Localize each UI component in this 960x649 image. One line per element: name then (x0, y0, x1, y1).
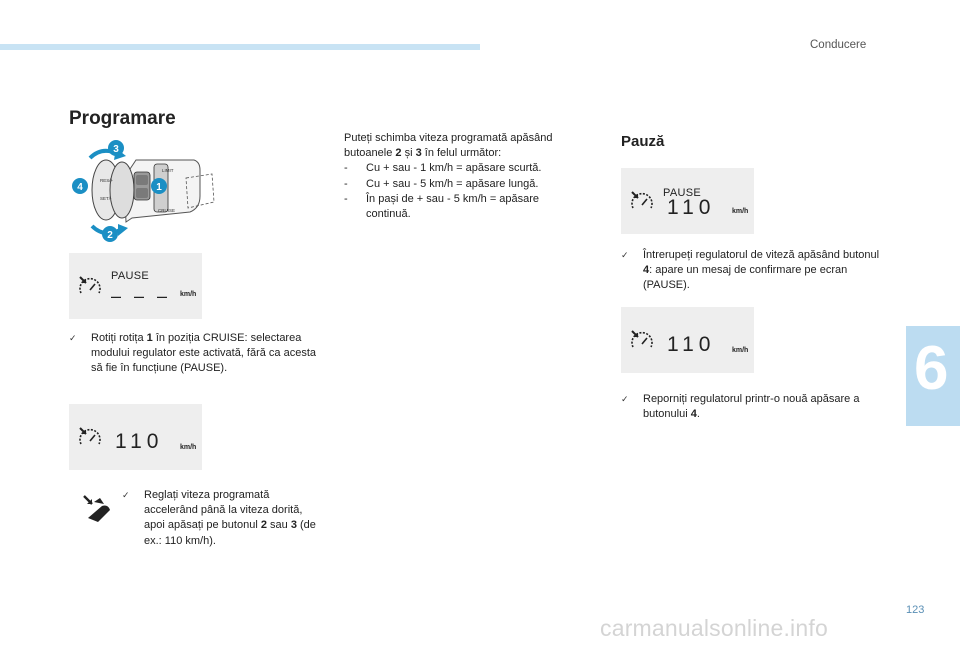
list-item: - Cu + sau - 1 km/h = apăsare scurtă. (344, 162, 542, 175)
bullet-pause: ✓ Întrerupeți regulatorul de viteză apăsând butonul 4: apare un mesaj de confirmare pe ecran (PAUSE). (621, 249, 880, 292)
svg-text:2: 2 (107, 230, 113, 241)
bullet-check-icon: ✓ (69, 333, 77, 343)
svg-text:4: 4 (77, 182, 83, 193)
bullet-check-icon: ✓ (621, 394, 629, 404)
display-unit: km/h (180, 291, 197, 298)
list-item: - Cu + sau - 5 km/h = apăsare lungă. (344, 177, 539, 190)
chapter-tab (906, 326, 960, 426)
display-pause-text: PAUSE (663, 187, 701, 199)
section-title-programare: Programare (69, 108, 176, 129)
display-pause-text: PAUSE (111, 270, 149, 282)
bullet-check-icon: ✓ (122, 490, 130, 500)
chapter-number: 6 (914, 334, 949, 403)
bullet-check-icon: ✓ (621, 250, 629, 260)
page-number: 123 (906, 604, 925, 616)
svg-text:3: 3 (113, 144, 119, 155)
list-item: - În pași de + sau - 5 km/h = apăsare continuă. (344, 192, 540, 221)
speed-change-text (344, 131, 580, 222)
speedometer-icon (628, 327, 654, 353)
header-accent-bar (0, 44, 480, 50)
display-speed-value: 110 (667, 196, 716, 219)
section-title-pauza: Pauză (621, 133, 665, 150)
cruise-control-stalk-illustration (66, 138, 216, 244)
stalk-label-cruise: CRUISE (158, 208, 176, 213)
cluster-display-resume (621, 307, 754, 373)
display-speed-value: 110 (667, 333, 716, 356)
watermark: carmanualsonline.info (600, 615, 828, 641)
chapter-title: Conducere (810, 39, 867, 51)
cluster-display-speed (69, 404, 202, 470)
speedometer-icon (76, 273, 102, 299)
bullet-rotate-wheel: ✓ Rotiți rotița 1 în poziția CRUISE: selectarea modului regulator este activată, fără ca acesta să fie în funcțiune (PAUSE). (69, 332, 317, 375)
display-speed-dashes: – – – (111, 286, 172, 306)
stalk-label-set: SET/- (100, 196, 112, 201)
svg-text:1: 1 (156, 182, 162, 193)
display-unit: km/h (732, 347, 749, 354)
display-unit: km/h (180, 444, 197, 451)
speedometer-icon (628, 188, 654, 214)
stalk-label-res: RES/+ (100, 178, 114, 183)
foot-pedal-icon (80, 492, 114, 526)
bullet-resume: ✓ Reporniți regulatorul printr-o nouă apăsare a butonului 4. (621, 393, 860, 421)
display-unit: km/h (732, 208, 749, 215)
cluster-display-pause-speed (621, 168, 754, 234)
display-speed-value: 110 (115, 430, 164, 453)
cluster-display-pause (69, 253, 202, 319)
speed-change-intro: Puteți schimba viteza programată apăsând butoanele 2 și 3 în felul următor: (344, 132, 553, 160)
stalk-label-limit: LIMIT (162, 168, 174, 173)
speedometer-icon (76, 424, 102, 450)
bullet-set-speed: ✓ Reglați viteza programată accelerând până la viteza dorită, apoi apăsați pe butonul 2 sau 3 (de ex.: 110 km/h). (122, 489, 316, 547)
